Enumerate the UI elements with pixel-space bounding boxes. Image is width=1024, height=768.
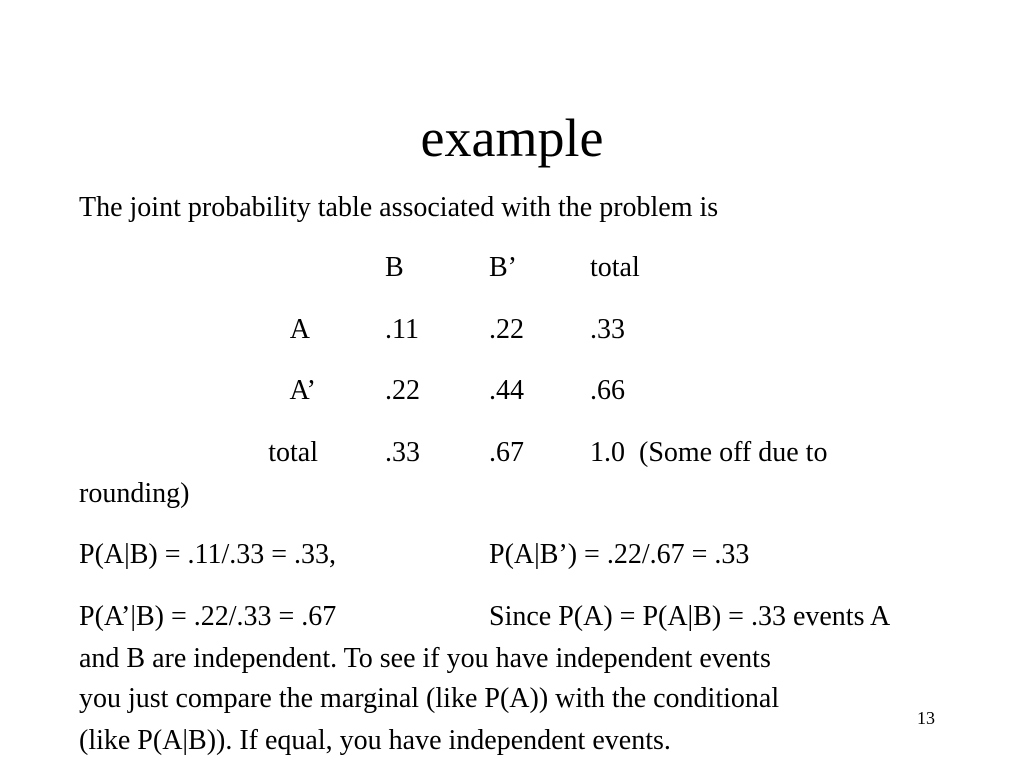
rounding-note: rounding) <box>79 478 190 509</box>
slide-title: example <box>420 108 604 168</box>
independence-statement: Since P(A) = P(A|B) = .33 events A <box>489 601 891 632</box>
table-cell-a-prime-b: .22 <box>385 375 420 406</box>
table-cell-a-prime-b-prime: .44 <box>489 375 524 406</box>
conclusion-line-2: you just compare the marginal (like P(A)) with the conditional <box>79 683 780 714</box>
conclusion-line-3: (like P(A|B)). If equal, you have independent events. <box>79 725 671 756</box>
table-header-b: B <box>385 252 404 283</box>
table-row-label-a: A <box>289 314 310 345</box>
table-cell-a-prime-total: .66 <box>590 375 625 406</box>
page-number: 13 <box>917 708 935 728</box>
table-cell-a-b: .11 <box>385 314 419 345</box>
table-cell-a-total: .33 <box>590 314 625 345</box>
table-cell-a-b-prime: .22 <box>489 314 524 345</box>
table-cell-total-b-prime: .67 <box>489 437 524 468</box>
table-header-total: total <box>590 252 640 283</box>
formula-a-prime-given-b: P(A’|B) = .22/.33 = .67 <box>79 601 337 632</box>
table-cell-total-total: 1.0 (Some off due to <box>590 437 828 468</box>
formula-a-given-b-prime: P(A|B’) = .22/.67 = .33 <box>489 539 750 570</box>
table-header-b-prime: B’ <box>489 252 517 283</box>
table-row-label-a-prime: A’ <box>289 375 316 406</box>
table-row-label-total: total <box>268 437 318 468</box>
table-cell-total-b: .33 <box>385 437 420 468</box>
conclusion-line-1: and B are independent. To see if you have independent events <box>79 643 771 674</box>
formula-a-given-b: P(A|B) = .11/.33 = .33, <box>79 539 337 570</box>
intro-text: The joint probability table associated with the problem is <box>79 192 719 223</box>
